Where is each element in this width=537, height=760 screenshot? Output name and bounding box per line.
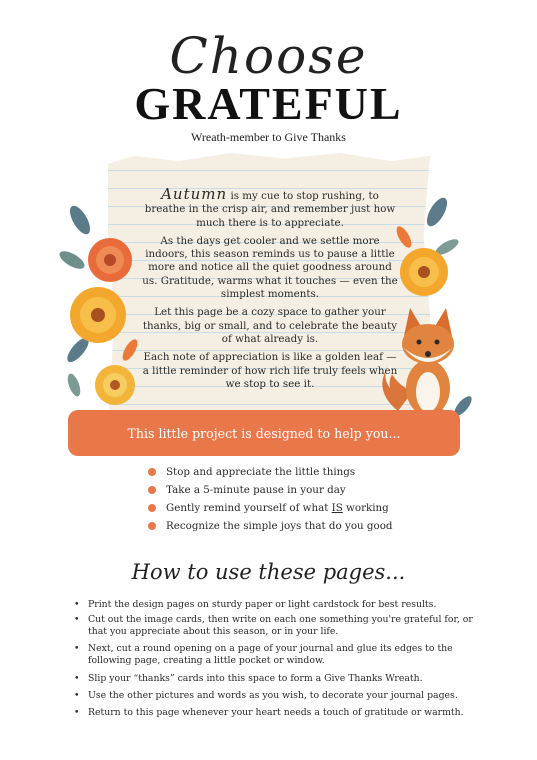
- intro-paragraph-2: As the days get cooler and we settle more indoors, this season reminds us to pause a little more and notice all the quiet goodness around us. Gratitude, warms what it touches — even the simplest moments.: [142, 234, 398, 301]
- step-text: Next, cut a round opening on a page of your journal and glue its edges to the following page, creating a little pocket or window.: [88, 643, 453, 666]
- bullet-dot-icon: [148, 522, 156, 530]
- bullet-dot-icon: [148, 486, 156, 494]
- howto-step: [74, 673, 484, 685]
- flower-bouquet-left: [60, 200, 150, 420]
- bullet-item: [148, 518, 393, 534]
- autumn-word: Autumn: [161, 185, 228, 203]
- bullet-item: [148, 464, 355, 480]
- flower-bouquet-right: [392, 192, 462, 302]
- page-title: GRATEFUL: [134, 78, 403, 129]
- intro-paragraph-4: Each note of appreciation is like a golden leaf — a little reminder of how rich life truly feels when we stop to see it.: [142, 351, 398, 390]
- step-text: Use the other pictures and words as you wish, to decorate your journal pages.: [88, 690, 458, 701]
- step-bullet-icon: •: [74, 707, 80, 718]
- step-text: Slip your “thanks” cards into this space to form a Give Thanks Wreath.: [88, 673, 423, 684]
- step-bullet-icon: •: [74, 614, 80, 625]
- bullet-text: Recognize the simple joys that do you good: [166, 520, 393, 532]
- bullet-text: Stop and appreciate the little things: [166, 466, 356, 478]
- intro-paragraph-1-text: is my cue to stop rushing, to breathe in the crisp air, and remember just how much there is to appreciate.: [144, 190, 396, 229]
- bullet-item: [148, 482, 346, 498]
- step-text: Cut out the image cards, then write on each one something you're grateful for, or that you appreciate about this season, or in your life.: [88, 614, 473, 637]
- bullet-item: [148, 500, 389, 516]
- howto-step: [74, 707, 484, 719]
- intro-paragraph-3: Let this page be a cozy space to gather your thanks, big or small, and to celebrate the beauty of what already is.: [142, 306, 398, 345]
- bullet-text-before: Gently remind yourself of what: [166, 502, 332, 514]
- step-bullet-icon: •: [74, 643, 80, 654]
- step-bullet-icon: •: [74, 599, 80, 610]
- bullet-text: [166, 502, 389, 514]
- howto-title: How to use these pages...: [131, 560, 406, 584]
- howto-step: [74, 643, 484, 667]
- step-bullet-icon: •: [74, 673, 80, 684]
- step-text: Return to this page whenever your heart needs a touch of gratitude or warmth.: [88, 707, 464, 718]
- banner-text: This little project is designed to help you...: [127, 426, 401, 441]
- intro-text: [140, 185, 400, 396]
- bullet-text: Take a 5-minute pause in your day: [166, 484, 346, 496]
- intro-paragraph-1: [140, 185, 400, 230]
- howto-step: [74, 614, 484, 638]
- howto-step: [74, 690, 484, 702]
- step-text: Print the design pages on sturdy paper or light cardstock for best results.: [88, 599, 437, 610]
- bullet-dot-icon: [148, 468, 156, 476]
- bullet-text-emphasis: IS: [331, 502, 343, 514]
- script-title: Choose: [169, 27, 368, 85]
- page-subtitle: Wreath-member to Give Thanks: [191, 130, 346, 144]
- bullet-text-after: working: [342, 502, 389, 514]
- bullet-dot-icon: [148, 504, 156, 512]
- howto-step: [74, 599, 484, 611]
- step-bullet-icon: •: [74, 690, 80, 701]
